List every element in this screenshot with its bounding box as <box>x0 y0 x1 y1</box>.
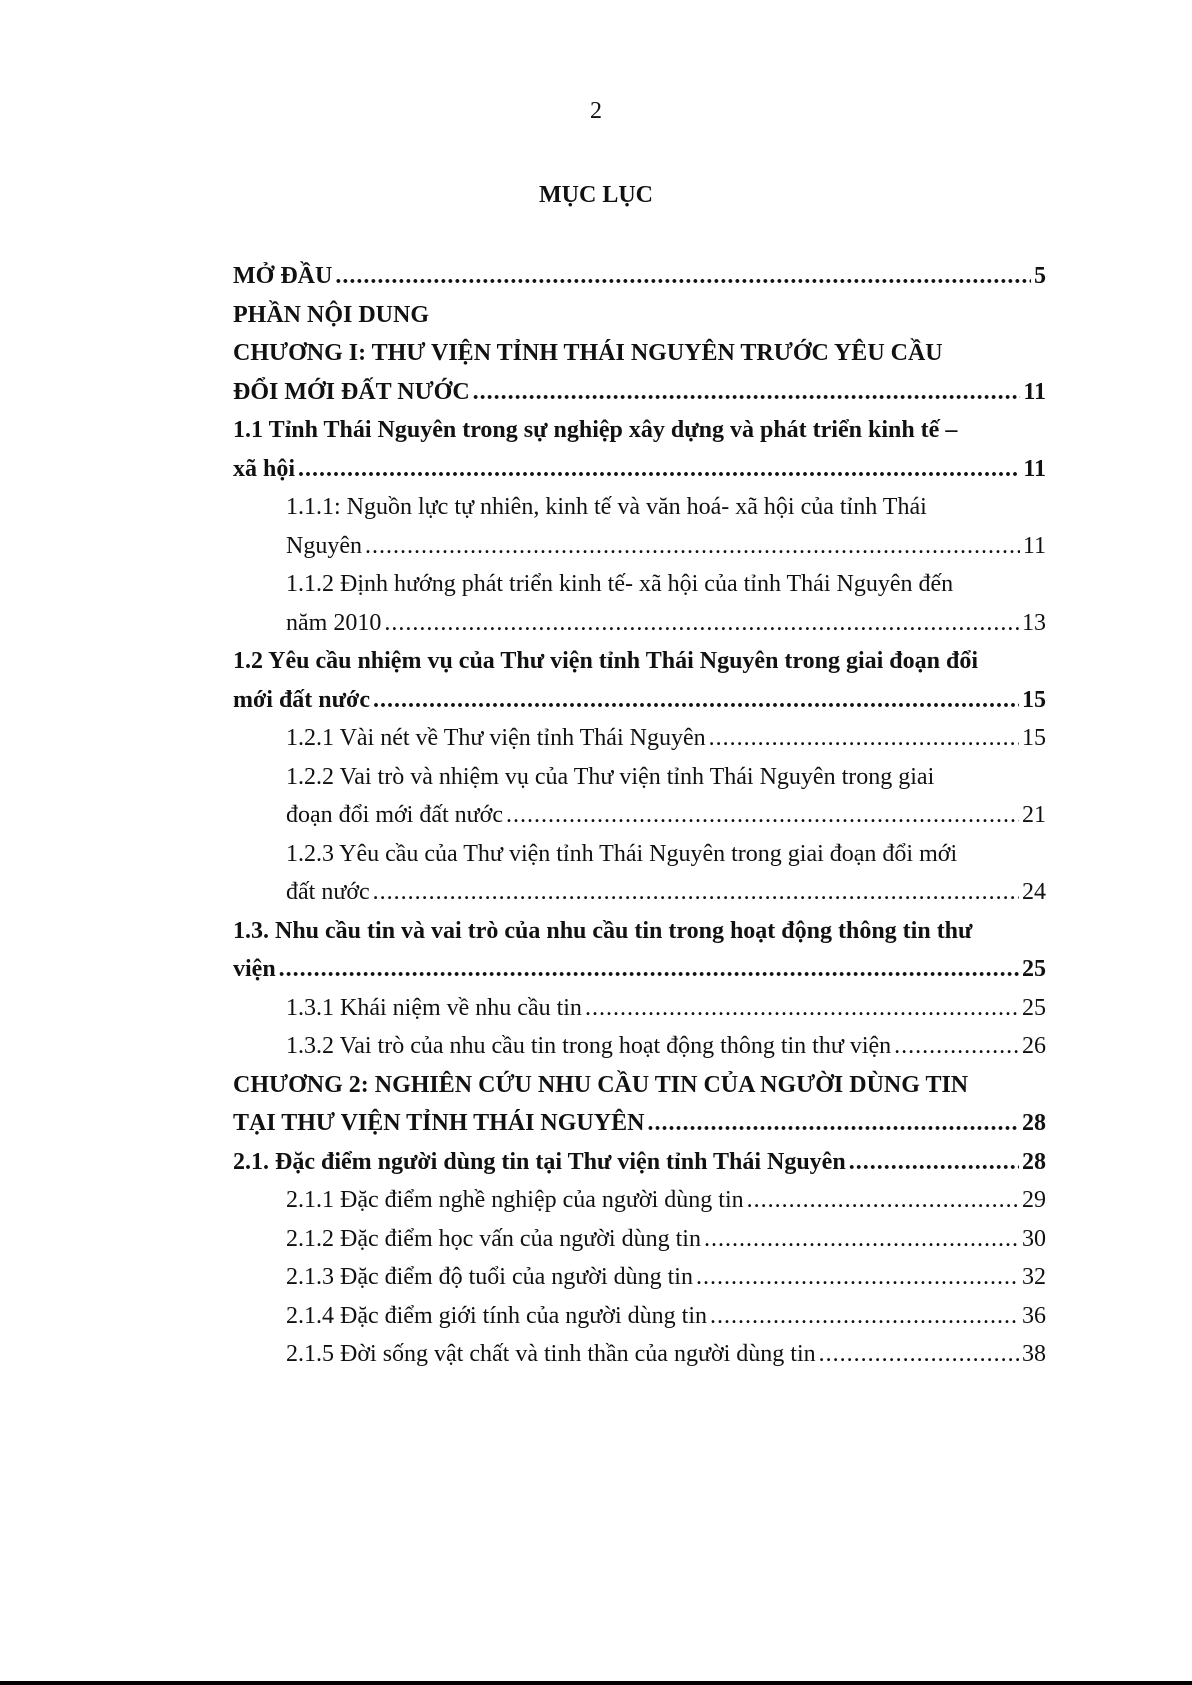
toc-entry-line <box>233 296 1046 335</box>
dot-leader <box>373 681 1019 720</box>
dot-leader <box>298 450 1020 489</box>
toc-entry-label: ĐỔI MỚI ĐẤT NƯỚC <box>233 378 470 405</box>
toc-entry-line <box>233 450 1046 489</box>
toc-entry-line <box>286 1027 1046 1066</box>
toc-entry <box>233 912 1046 989</box>
toc-entry <box>233 835 1046 912</box>
toc-entry-label: mới đất nước <box>233 686 370 713</box>
toc-entry <box>233 1335 1046 1374</box>
page-number: 2 <box>590 98 602 124</box>
toc-page-number: 24 <box>1022 879 1046 905</box>
toc-entry <box>233 989 1046 1028</box>
toc-entry-line <box>233 681 1046 720</box>
toc-page-number: 11 <box>1022 532 1046 559</box>
toc-entry <box>233 1027 1046 1066</box>
toc-entry-label: 2.1.5 Đời sống vật chất và tinh thần của người dùng tin <box>286 1341 816 1367</box>
toc-entry-label: xã hội <box>233 455 296 482</box>
toc-page-number: 21 <box>1022 802 1046 828</box>
toc-page-number: 38 <box>1022 1341 1046 1367</box>
toc-entry-line <box>286 604 1046 643</box>
toc-page-number: 29 <box>1022 1187 1046 1213</box>
toc-entry-label: năm 2010 <box>286 609 382 636</box>
toc-entry-label: viện <box>233 956 276 982</box>
toc-page-number: 25 <box>1022 956 1046 982</box>
toc-entry <box>233 296 1046 335</box>
toc-entry <box>233 719 1046 758</box>
toc-entry-label: 1.2.1 Vài nét về Thư viện tỉnh Thái Nguyên <box>286 725 706 751</box>
toc-entry <box>233 642 1046 719</box>
toc-entry-line <box>286 1220 1046 1259</box>
dot-leader <box>585 989 1019 1028</box>
toc-page-number: 26 <box>1022 1033 1046 1059</box>
toc-entry-line <box>286 796 1046 835</box>
toc-page-number: 25 <box>1022 994 1046 1021</box>
dot-leader <box>819 1335 1019 1374</box>
dot-leader <box>894 1027 1019 1066</box>
toc-entry-line <box>286 989 1046 1028</box>
page-bottom-rule <box>0 1681 1192 1685</box>
toc-entry-line <box>286 527 1046 566</box>
toc-entry-label: đoạn đổi mới đất nước <box>286 802 504 828</box>
toc-page-number: 13 <box>1022 609 1046 636</box>
toc-entry-label: 2.1.4 Đặc điểm giới tính của người dùng tin <box>286 1302 707 1329</box>
toc-entry-text: 1.3. Nhu cầu tin và vai trò của nhu cầu tin trong hoạt động thông tin thư <box>233 917 973 944</box>
dot-leader <box>704 1220 1019 1259</box>
toc-page-number: 11 <box>1023 455 1046 482</box>
dot-leader <box>335 257 1031 296</box>
dot-leader <box>506 796 1019 835</box>
toc-entry-line <box>233 373 1046 412</box>
toc-entry <box>233 1220 1046 1259</box>
toc-entry-text: 1.1.2 Định hướng phát triển kinh tế- xã hội của tỉnh Thái Nguyên đến <box>286 571 954 597</box>
toc-entry-label: 2.1.1 Đặc điểm nghề nghiệp của người dùng tin <box>286 1187 744 1213</box>
toc-entry-label: PHẦN NỘI DUNG <box>233 301 429 328</box>
dot-leader <box>647 1104 1019 1143</box>
toc-page-number: 36 <box>1022 1302 1046 1329</box>
toc-entry-text: 1.2.2 Vai trò và nhiệm vụ của Thư viện tỉnh Thái Nguyên trong giai <box>286 763 935 790</box>
toc-page-number: 28 <box>1022 1110 1046 1136</box>
toc-entry <box>233 1066 1046 1143</box>
toc-entry <box>233 1258 1046 1297</box>
toc-entry-label: 2.1.3 Đặc điểm độ tuổi của người dùng tin <box>286 1264 693 1290</box>
toc-entry-text: 1.1 Tỉnh Thái Nguyên trong sự nghiệp xây dựng và phát triển kinh tế – <box>233 417 958 443</box>
toc-entry <box>233 411 1046 488</box>
toc-entry <box>233 1297 1046 1336</box>
toc-entry-line <box>286 1258 1046 1297</box>
toc-entry-line <box>286 1335 1046 1374</box>
toc-entry-label: 1.3.2 Vai trò của nhu cầu tin trong hoạt động thông tin thư viện <box>286 1033 892 1059</box>
toc-page-number: 28 <box>1022 1148 1046 1175</box>
dot-leader <box>747 1181 1019 1220</box>
dot-leader <box>849 1143 1019 1182</box>
dot-leader <box>384 604 1019 643</box>
toc-page-number: 5 <box>1034 263 1046 289</box>
dot-leader <box>279 950 1019 989</box>
toc-entry-label: đất nước <box>286 879 370 905</box>
toc-entry-text: 1.2.3 Yêu cầu của Thư viện tỉnh Thái Nguyên trong giai đoạn đổi mới <box>286 840 958 867</box>
toc-entry-label: TẠI THƯ VIỆN TỈNH THÁI NGUYÊN <box>233 1110 645 1136</box>
toc-page-number: 11 <box>1023 378 1046 405</box>
toc-entry <box>233 565 1046 642</box>
toc-entry-text: 1.2 Yêu cầu nhiệm vụ của Thư viện tỉnh Thái Nguyên trong giai đoạn đổi <box>233 648 979 674</box>
toc-entry <box>233 1181 1046 1220</box>
dot-leader <box>473 373 1021 412</box>
toc-title: MỤC LỤC <box>539 182 653 208</box>
table-of-contents <box>233 257 1046 1374</box>
toc-entry <box>233 758 1046 835</box>
toc-entry-line <box>286 719 1046 758</box>
toc-entry <box>233 257 1046 296</box>
toc-entry-line <box>233 1104 1046 1143</box>
toc-entry <box>233 1143 1046 1182</box>
toc-entry-line <box>233 257 1046 296</box>
toc-entry-line <box>286 1297 1046 1336</box>
dot-leader <box>710 1297 1019 1336</box>
toc-entry-line <box>286 873 1046 912</box>
toc-entry-label: 2.1. Đặc điểm người dùng tin tại Thư viện tỉnh Thái Nguyên <box>233 1148 846 1175</box>
toc-page-number: 32 <box>1022 1264 1046 1290</box>
toc-page-number: 15 <box>1022 725 1046 751</box>
toc-entry-text: 1.1.1: Nguồn lực tự nhiên, kinh tế và văn hoá- xã hội của tỉnh Thái <box>286 494 927 520</box>
dot-leader <box>373 873 1019 912</box>
toc-entry-label: 1.3.1 Khái niệm về nhu cầu tin <box>286 994 582 1021</box>
toc-entry-line <box>286 1181 1046 1220</box>
toc-entry-text: CHƯƠNG 2: NGHIÊN CỨU NHU CẦU TIN CỦA NGƯỜI DÙNG TIN <box>233 1071 969 1098</box>
toc-page-number: 30 <box>1022 1225 1046 1252</box>
toc-page-number: 15 <box>1022 686 1046 713</box>
toc-entry-label: Nguyên <box>286 532 362 559</box>
toc-entry <box>233 334 1046 411</box>
toc-entry-text: CHƯƠNG I: THƯ VIỆN TỈNH THÁI NGUYÊN TRƯỚC YÊU CẦU <box>233 340 943 366</box>
toc-entry <box>233 488 1046 565</box>
toc-entry-label: 2.1.2 Đặc điểm học vấn của người dùng tin <box>286 1225 701 1252</box>
dot-leader <box>709 719 1019 758</box>
dot-leader <box>696 1258 1019 1297</box>
toc-entry-line <box>233 1143 1046 1182</box>
dot-leader <box>365 527 1020 566</box>
toc-entry-label: MỞ ĐẦU <box>233 263 333 289</box>
toc-entry-line <box>233 950 1046 989</box>
